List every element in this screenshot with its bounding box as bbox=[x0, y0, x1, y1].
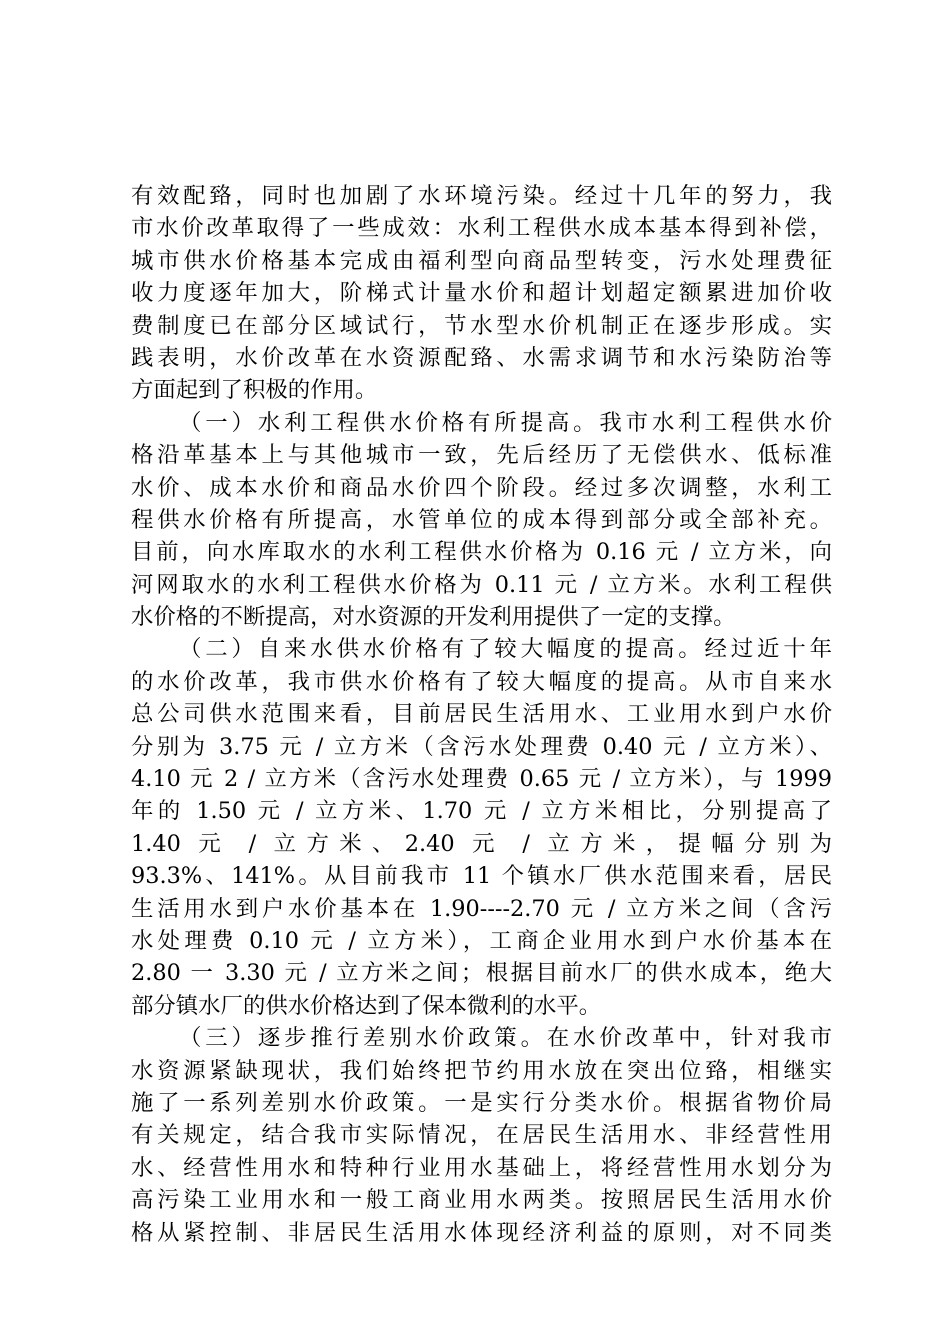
text-line: 城市供水价格基本完成由福利型向商品型转变，污水处理费征 bbox=[131, 247, 832, 274]
text-line: （三）逐步推行差别水价政策。在水价改革中，针对我市 bbox=[179, 1025, 832, 1052]
text-line: 目前，向水库取水的水利工程供水价格为 0.16 元 / 立方米，向 bbox=[131, 539, 832, 566]
paragraph-intro bbox=[131, 180, 832, 407]
text-line: 水资源紧缺现状，我们始终把节约用水放在突出位臵，相继实 bbox=[131, 1057, 832, 1084]
text-line: 市水价改革取得了一些成效：水利工程供水成本基本得到补偿， bbox=[131, 215, 832, 242]
text-line: 年的 1.50 元 / 立方米、1.70 元 / 立方米相比，分别提高了 bbox=[131, 798, 832, 825]
text-line: 部分镇水厂的供水价格达到了保本微利的水平。 bbox=[131, 992, 602, 1019]
text-line: （二）自来水供水价格有了较大幅度的提高。经过近十年 bbox=[179, 636, 832, 663]
text-line: 水价格的不断提高，对水资源的开发利用提供了一定的支撑。 bbox=[131, 604, 736, 631]
text-line: 1.40 元 / 立方米、2.40 元 / 立方米，提幅分别为 bbox=[131, 830, 832, 857]
text-line: 施了一系列差别水价政策。一是实行分类水价。根据省物价局 bbox=[131, 1089, 832, 1116]
text-line: 2.80 一 3.30 元 / 立方米之间；根据目前水厂的供水成本，绝大 bbox=[131, 960, 832, 987]
text-line: 分别为 3.75 元 / 立方米（含污水处理费 0.40 元 / 立方米）、 bbox=[131, 733, 832, 760]
text-line: 河网取水的水利工程供水价格为 0.11 元 / 立方米。水利工程供 bbox=[131, 571, 832, 598]
text-line: 格从紧控制、非居民生活用水体现经济利益的原则，对不同类 bbox=[131, 1219, 832, 1246]
text-line: 有关规定，结合我市实际情况，在居民生活用水、非经营性用 bbox=[131, 1122, 832, 1149]
text-line: 4.10 元 2 / 立方米（含污水处理费 0.65 元 / 立方米），与 1999 bbox=[131, 766, 832, 793]
text-line: 程供水价格有所提高，水管单位的成本得到部分或全部补充。 bbox=[131, 506, 832, 533]
text-line: 收力度逐年加大，阶梯式计量水价和超计划超定额累进加价收 bbox=[131, 280, 832, 307]
text-line: 93.3%、141%。从目前我市 11 个镇水厂供水范围来看，居民 bbox=[131, 863, 832, 890]
paragraph-section-1 bbox=[131, 407, 832, 634]
text-line: 的水价改革，我市供水价格有了较大幅度的提高。从市自来水 bbox=[131, 668, 832, 695]
document-page bbox=[131, 180, 832, 1249]
text-line: 格沿革基本上与其他城市一致，先后经历了无偿供水、低标准 bbox=[131, 442, 832, 469]
text-line: 有效配臵，同时也加剧了水环境污染。经过十几年的努力，我 bbox=[131, 183, 832, 209]
paragraph-section-3 bbox=[131, 1022, 832, 1249]
text-line: 水处理费 0.10 元 / 立方米），工商企业用水到户水价基本在 bbox=[131, 927, 832, 954]
text-line: 费制度已在部分区域试行，节水型水价机制正在逐步形成。实 bbox=[131, 312, 832, 339]
text-line: 总公司供水范围来看，目前居民生活用水、工业用水到户水价 bbox=[131, 701, 832, 728]
text-line: 水价、成本水价和商品水价四个阶段。经过多次调整，水利工 bbox=[131, 474, 832, 501]
text-line: 生活用水到户水价基本在 1.90----2.70 元 / 立方米之间（含污 bbox=[131, 895, 832, 922]
text-line: 水、经营性用水和特种行业用水基础上，将经营性用水划分为 bbox=[131, 1154, 832, 1181]
text-line: （一）水利工程供水价格有所提高。我市水利工程供水价 bbox=[179, 409, 832, 436]
text-line: 高污染工业用水和一般工商业用水两类。按照居民生活用水价 bbox=[131, 1187, 832, 1214]
text-line: 方面起到了积极的作用。 bbox=[131, 377, 378, 404]
text-line: 践表明，水价改革在水资源配臵、水需求调节和水污染防治等 bbox=[131, 344, 832, 371]
paragraph-section-2 bbox=[131, 633, 832, 1022]
